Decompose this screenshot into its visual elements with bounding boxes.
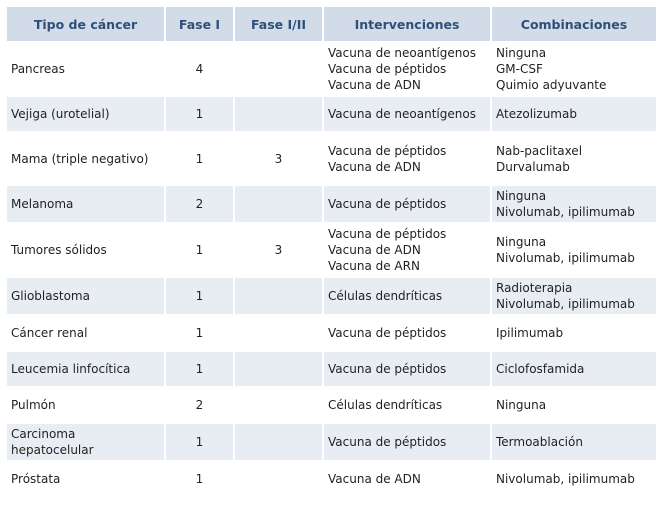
intervencion-item: Vacuna de ADN [328,472,421,486]
cell-combinaciones [492,186,656,222]
intervencion-item: Vacuna de péptidos [328,362,447,376]
intervencion-item: Vacuna de neoantígenos [328,107,476,121]
table-row [7,186,656,222]
cell-intervenciones [324,462,490,496]
header-row [7,7,656,41]
cell-fase-1-2 [235,316,322,350]
table-row [7,43,656,95]
intervencion-item: Vacuna de ARN [328,259,420,273]
cell-fase-1: 1 [166,97,233,131]
intervencion-item: Vacuna de péptidos [328,197,447,211]
cell-fase-1-2: 3 [235,224,322,276]
table-row [7,424,656,460]
cell-intervenciones [324,352,490,386]
cell-intervenciones [324,388,490,422]
cell-fase-1-2 [235,278,322,314]
cell-fase-1: 1 [166,462,233,496]
combinacion-item: GM-CSF [496,62,543,76]
cell-intervenciones [324,97,490,131]
cell-tipo: Melanoma [7,186,164,222]
table-row [7,278,656,314]
intervencion-item: Vacuna de ADN [328,243,421,257]
intervencion-item: Vacuna de péptidos [328,227,447,241]
cell-intervenciones [324,424,490,460]
cell-fase-1: 2 [166,186,233,222]
cell-fase-1-2 [235,43,322,95]
cell-combinaciones [492,278,656,314]
cell-combinaciones [492,388,656,422]
cell-fase-1-2 [235,186,322,222]
table-row [7,316,656,350]
intervencion-item: Vacuna de péptidos [328,143,447,158]
cell-combinaciones [492,352,656,386]
combinacion-item: Nivolumab, ipilimumab [496,205,635,219]
cell-tipo: Leucemia linfocítica [7,352,164,386]
table-row [7,224,656,276]
cell-intervenciones [324,224,490,276]
intervencion-item: Células dendríticas [328,398,443,412]
combinacion-item: Nivolumab, ipilimumab [496,472,635,486]
intervencion-item: Vacuna de ADN [328,159,421,174]
cell-intervenciones [324,133,490,184]
intervencion-item: Vacuna de péptidos [328,62,447,76]
cell-fase-1: 1 [166,352,233,386]
table-row [7,97,656,131]
header-fase-1-2: Fase I/II [235,7,322,41]
cell-fase-1-2 [235,352,322,386]
header-intervenciones: Intervenciones [324,7,490,41]
table-row [7,462,656,496]
combinacion-item: Ninguna [496,398,547,412]
cell-combinaciones [492,424,656,460]
combinacion-item: Ciclofosfamida [496,362,585,376]
cell-tipo: Glioblastoma [7,278,164,314]
combinacion-item: Termoablación [496,435,583,449]
intervencion-item: Células dendríticas [328,289,443,303]
cell-tipo: Pancreas [7,43,164,95]
cell-fase-1: 1 [166,224,233,276]
header-tipo: Tipo de cáncer [7,7,164,41]
cell-fase-1: 1 [166,316,233,350]
cell-fase-1: 1 [166,133,233,184]
cell-combinaciones [492,97,656,131]
combinacion-item: Nivolumab, ipilimumab [496,251,635,265]
table-row [7,388,656,422]
cell-fase-1-2 [235,462,322,496]
combinacion-item: Nab-paclitaxel [496,143,583,158]
intervencion-item: Vacuna de ADN [328,78,421,92]
cell-tipo: Pulmón [7,388,164,422]
intervencion-item: Vacuna de neoantígenos [328,46,476,60]
cell-fase-1: 4 [166,43,233,95]
cell-fase-1-2 [235,97,322,131]
cell-combinaciones [492,316,656,350]
cell-tipo: Cáncer renal [7,316,164,350]
combinacion-item: Ninguna [496,189,547,203]
combinacion-item: Durvalumab [496,159,570,174]
cell-intervenciones [324,186,490,222]
combinacion-item: Ninguna [496,46,547,60]
table-row [7,352,656,386]
intervencion-item: Vacuna de péptidos [328,326,447,340]
cell-combinaciones [492,462,656,496]
combinacion-item: Radioterapia [496,281,573,295]
combinacion-item: Atezolizumab [496,107,577,121]
cell-tipo: Vejiga (urotelial) [7,97,164,131]
cell-intervenciones [324,316,490,350]
header-combinaciones: Combinaciones [492,7,656,41]
cell-fase-1-2: 3 [235,133,322,184]
combinacion-item: Ipilimumab [496,326,564,340]
clinical-trials-table [5,5,658,498]
cell-tipo: Carcinoma hepatocelular [7,424,164,460]
cell-combinaciones [492,224,656,276]
cell-fase-1-2 [235,388,322,422]
combinacion-item: Quimio adyuvante [496,78,607,92]
header-fase-1: Fase I [166,7,233,41]
combinacion-item: Nivolumab, ipilimumab [496,297,635,311]
cell-tipo: Mama (triple negativo) [7,133,164,184]
cell-intervenciones [324,43,490,95]
cell-intervenciones [324,278,490,314]
intervencion-item: Vacuna de péptidos [328,435,447,449]
cell-tipo: Próstata [7,462,164,496]
cell-combinaciones [492,43,656,95]
cell-fase-1-2 [235,424,322,460]
table-row [7,133,656,184]
combinacion-item: Ninguna [496,235,547,249]
cell-fase-1: 1 [166,424,233,460]
cell-tipo: Tumores sólidos [7,224,164,276]
cell-combinaciones [492,133,656,184]
cell-fase-1: 1 [166,278,233,314]
cell-fase-1: 2 [166,388,233,422]
table-body [7,43,656,496]
